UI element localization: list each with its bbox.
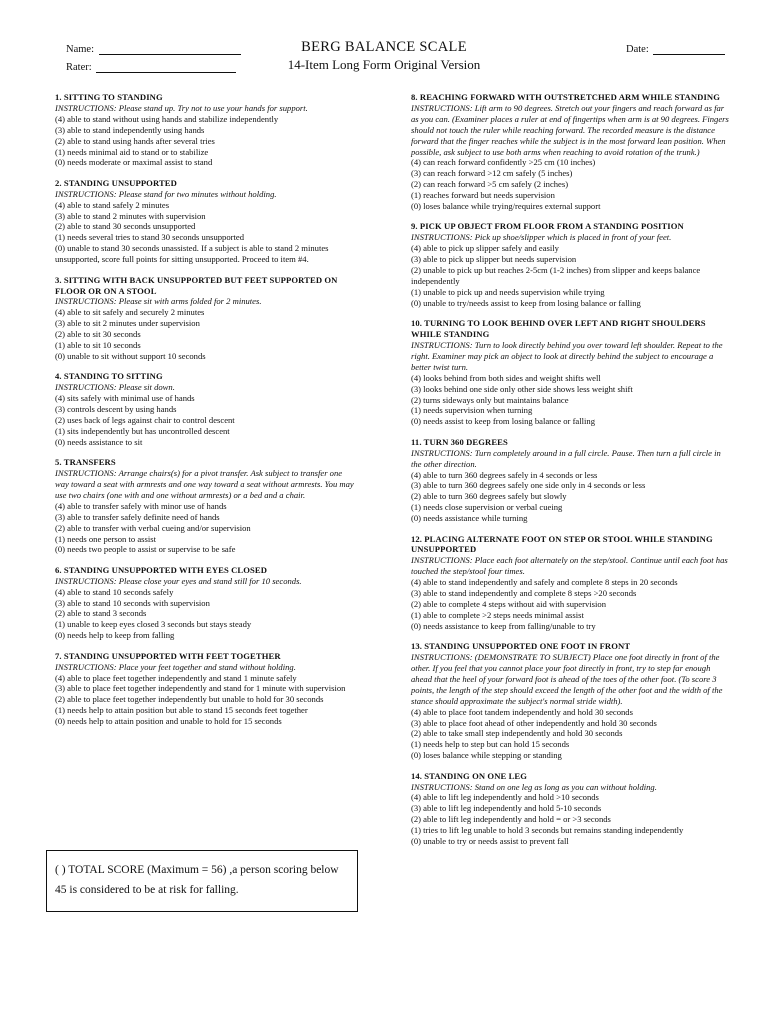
score-option[interactable]: (3) looks behind one side only other side shows less weight shift bbox=[411, 383, 633, 394]
score-option[interactable]: (4) able to stand independently and safely and complete 8 steps in 20 seconds bbox=[411, 577, 678, 588]
score-option[interactable]: (1) needs several tries to stand 30 seconds unsupported bbox=[55, 232, 245, 243]
score-option[interactable]: (0) needs two people to assist or supervise to be safe bbox=[55, 544, 236, 555]
score-option[interactable]: (3) able to turn 360 degrees safely one side only in 4 seconds or less bbox=[411, 480, 646, 491]
score-option[interactable]: (4) can reach forward confidently >25 cm (10 inches) bbox=[411, 157, 596, 168]
score-option[interactable]: (0) needs assistance to sit bbox=[55, 436, 143, 447]
item-title: 3. SITTING WITH BACK UNSUPPORTED BUT FEET SUPPORTED ON FLOOR OR ON A STOOL bbox=[55, 274, 338, 296]
score-option[interactable]: (0) needs help to keep from falling bbox=[55, 630, 175, 641]
score-option[interactable]: (0) unable to try/needs assist to keep from losing balance or falling bbox=[411, 297, 641, 308]
item-11 bbox=[411, 437, 731, 524]
item-14 bbox=[411, 771, 731, 847]
item-title: 13. STANDING UNSUPPORTED ONE FOOT IN FRONT bbox=[411, 641, 631, 652]
score-option[interactable]: (1) needs supervision when turning bbox=[411, 405, 533, 416]
score-option[interactable]: (3) able to stand 2 minutes with supervision bbox=[55, 210, 206, 221]
score-option[interactable]: (0) unable to sit without support 10 seconds bbox=[55, 350, 206, 361]
score-option[interactable]: (4) sits safely with minimal use of hands bbox=[55, 393, 195, 404]
score-option[interactable]: (2) able to turn 360 degrees safely but slowly bbox=[411, 491, 567, 502]
score-option[interactable]: (3) able to stand independently and complete 8 steps >20 seconds bbox=[411, 588, 637, 599]
score-option[interactable]: (3) can reach forward >12 cm safely (5 inches) bbox=[411, 168, 573, 179]
item-instructions: INSTRUCTIONS: Please sit down. bbox=[55, 382, 175, 393]
rater-label: Rater: bbox=[66, 62, 92, 73]
score-option[interactable]: (1) able to complete >2 steps needs minimal assist bbox=[411, 609, 584, 620]
score-option[interactable]: (0) needs assist to keep from losing balance or falling bbox=[411, 416, 595, 427]
score-option[interactable]: (4) able to turn 360 degrees safely in 4 seconds or less bbox=[411, 469, 598, 480]
score-option[interactable]: (1) needs one person to assist bbox=[55, 533, 156, 544]
score-option[interactable]: (0) loses balance while stepping or standing bbox=[411, 750, 562, 761]
score-option[interactable]: (2) able to lift leg independently and hold = or >3 seconds bbox=[411, 814, 611, 825]
item-instructions: INSTRUCTIONS: Please sit with arms folded for 2 minutes. bbox=[55, 296, 262, 307]
score-option[interactable]: (1) needs help to step but can hold 15 seconds bbox=[411, 739, 570, 750]
item-title: 8. REACHING FORWARD WITH OUTSTRETCHED ARM WHILE STANDING bbox=[411, 92, 720, 102]
item-2 bbox=[55, 178, 355, 265]
item-title: 7. STANDING UNSUPPORTED WITH FEET TOGETHER bbox=[55, 650, 281, 661]
item-title: 11. TURN 360 DEGREES bbox=[411, 436, 508, 447]
score-option[interactable]: (2) can reach forward >5 cm safely (2 inches) bbox=[411, 179, 569, 190]
score-option[interactable]: (1) able to sit 10 seconds bbox=[55, 340, 141, 351]
score-option[interactable]: (1) tries to lift leg unable to hold 3 seconds but remains standing independently bbox=[411, 825, 684, 836]
item-instructions: INSTRUCTIONS: Lift arm to 90 degrees. Stretch out your fingers and reach forward as far as you can. (Examiner places a ruler at end of fingertips when arm is at 90 degrees. Fingers should not touch the ruler while reaching forward. The recorded measure is the distance forward that the finger reaches while the subject is in the most forward lean position. When possible, ask subject to use both arms when reaching to avoid rotation of the trunk.) bbox=[411, 102, 729, 157]
score-option[interactable]: (4) looks behind from both sides and weight shifts well bbox=[411, 372, 601, 383]
item-12 bbox=[411, 534, 731, 632]
left-column bbox=[55, 92, 355, 737]
score-option[interactable]: (2) turns sideways only but maintains balance bbox=[411, 394, 569, 405]
score-option[interactable]: (2) able to take small step independently and hold 30 seconds bbox=[411, 728, 623, 739]
score-option[interactable]: (4) able to transfer safely with minor use of hands bbox=[55, 500, 227, 511]
score-option[interactable]: (4) able to lift leg independently and hold >10 seconds bbox=[411, 792, 599, 803]
score-option[interactable]: (0) needs moderate or maximal assist to stand bbox=[55, 157, 213, 168]
item-instructions: INSTRUCTIONS: Arrange chairs(s) for a pivot transfer. Ask subject to transfer one way toward a seat with armrests and one way toward a seat without armrests. You may use two chairs (one with and one without armrests) or a bed and a chair. bbox=[55, 468, 354, 500]
score-option[interactable]: (4) able to stand safely 2 minutes bbox=[55, 199, 170, 210]
score-option[interactable]: (1) needs minimal aid to stand or to stabilize bbox=[55, 146, 209, 157]
score-option[interactable]: (2) unable to pick up but reaches 2-5cm (1-2 inches) from slipper and keeps balance independently bbox=[411, 265, 701, 286]
item-title: 6. STANDING UNSUPPORTED WITH EYES CLOSED bbox=[55, 564, 268, 575]
date-label: Date: bbox=[626, 44, 649, 55]
score-option[interactable]: (1) needs close supervision or verbal cueing bbox=[411, 502, 563, 513]
score-option[interactable]: (2) able to transfer with verbal cueing and/or supervision bbox=[55, 522, 251, 533]
item-title: 10. TURNING TO LOOK BEHIND OVER LEFT AND RIGHT SHOULDERS WHILE STANDING bbox=[411, 318, 706, 340]
item-instructions: INSTRUCTIONS: Place your feet together and stand without holding. bbox=[55, 661, 296, 672]
item-instructions: INSTRUCTIONS: Stand on one leg as long as you can without holding. bbox=[411, 781, 657, 792]
score-option[interactable]: (3) able to sit 2 minutes under supervision bbox=[55, 318, 200, 329]
item-instructions: INSTRUCTIONS: Pick up shoe/slipper which is placed in front of your feet. bbox=[411, 232, 672, 243]
score-option[interactable]: (3) able to lift leg independently and hold 5-10 seconds bbox=[411, 803, 602, 814]
item-instructions: INSTRUCTIONS: (DEMONSTRATE TO SUBJECT) Place one foot directly in front of the other. If you feel that you cannot place your foot directly in front, try to step far enough ahead that the heel of your forward foot is ahead of the toes of the other foot. (To score 3 points, the length of the step should exceed the length of the other foot and the width of the stance should approximate the subject's normal stride width). bbox=[411, 652, 723, 706]
score-option[interactable]: (0) loses balance while trying/requires external support bbox=[411, 201, 601, 212]
page-title: BERG BALANCE SCALE bbox=[301, 39, 467, 55]
score-option[interactable]: (1) unable to keep eyes closed 3 seconds but stays steady bbox=[55, 619, 252, 630]
item-title: 2. STANDING UNSUPPORTED bbox=[55, 177, 177, 188]
score-option[interactable]: (4) able to sit safely and securely 2 minutes bbox=[55, 307, 205, 318]
item-instructions: INSTRUCTIONS: Please close your eyes and stand still for 10 seconds. bbox=[55, 575, 302, 586]
item-title: 14. STANDING ON ONE LEG bbox=[411, 770, 528, 781]
item-title: 4. STANDING TO SITTING bbox=[55, 371, 163, 382]
score-option[interactable]: (3) able to place feet together independently and stand for 1 minute with supervision bbox=[55, 683, 346, 694]
item-title: 1. SITTING TO STANDING bbox=[55, 92, 163, 102]
score-option[interactable]: (0) needs help to attain position and unable to hold for 15 seconds bbox=[55, 716, 282, 727]
score-option[interactable]: (4) able to place foot tandem independently and hold 30 seconds bbox=[411, 706, 633, 717]
score-option[interactable]: (0) unable to try or needs assist to prevent fall bbox=[411, 836, 569, 847]
score-option[interactable]: (3) able to pick up slipper but needs supervision bbox=[411, 254, 577, 265]
item-5 bbox=[55, 457, 355, 555]
score-option[interactable]: (2) able to complete 4 steps without aid with supervision bbox=[411, 598, 606, 609]
item-3 bbox=[55, 275, 355, 362]
item-instructions: INSTRUCTIONS: Please stand for two minutes without holding. bbox=[55, 188, 277, 199]
score-option[interactable]: (2) able to stand using hands after several tries bbox=[55, 135, 215, 146]
item-title: 5. TRANSFERS bbox=[55, 457, 116, 468]
score-option[interactable]: (1) needs help to attain position but able to stand 15 seconds feet together bbox=[55, 705, 308, 716]
score-option[interactable]: (3) able to place foot ahead of other independently and hold 30 seconds bbox=[411, 717, 657, 728]
score-option[interactable]: (2) able to place feet together independently but unable to hold for 30 seconds bbox=[55, 694, 324, 705]
score-option[interactable]: (0) unable to stand 30 seconds unassisted. If a subject is able to stand 2 minutes unsupported, score full points for sitting unsupported. Proceed to item #4. bbox=[55, 243, 329, 265]
score-option[interactable]: (4) able to stand without using hands and stabilize independently bbox=[55, 113, 279, 124]
score-option[interactable]: (4) able to stand 10 seconds safely bbox=[55, 586, 174, 597]
score-option[interactable]: (1) reaches forward but needs supervision bbox=[411, 190, 555, 201]
score-option[interactable]: (2) able to stand 30 seconds unsupported bbox=[55, 221, 196, 232]
score-option[interactable]: (2) able to stand 3 seconds bbox=[55, 608, 147, 619]
name-label: Name: bbox=[66, 44, 94, 55]
score-option[interactable]: (3) able to stand independently using hands bbox=[55, 124, 205, 135]
page-subtitle: 14-Item Long Form Original Version bbox=[287, 57, 481, 72]
item-instructions: INSTRUCTIONS: Please stand up. Try not to use your hands for support. bbox=[55, 102, 308, 113]
item-8 bbox=[411, 92, 731, 212]
score-option[interactable]: (1) sits independently but has uncontrolled descent bbox=[55, 425, 230, 436]
item-instructions: INSTRUCTIONS: Place each foot alternately on the step/stool. Continue until each foot has touched the step/stool four times. bbox=[411, 555, 728, 577]
score-option[interactable]: (3) able to stand 10 seconds with supervision bbox=[55, 597, 210, 608]
item-13 bbox=[411, 641, 731, 761]
score-option[interactable]: (4) able to pick up slipper safely and easily bbox=[411, 243, 559, 254]
item-instructions: INSTRUCTIONS: Turn completely around in a full circle. Pause. Then turn a full circle in the other direction. bbox=[411, 447, 721, 469]
score-option[interactable]: (0) needs assistance to keep from falling/unable to try bbox=[411, 620, 596, 631]
item-title: 12. PLACING ALTERNATE FOOT ON STEP OR STOOL WHILE STANDING UNSUPPORTED bbox=[411, 533, 713, 555]
score-option[interactable]: (2) able to sit 30 seconds bbox=[55, 329, 141, 340]
item-7 bbox=[55, 651, 355, 727]
score-option[interactable]: (3) controls descent by using hands bbox=[55, 404, 177, 415]
item-1 bbox=[55, 92, 355, 168]
score-option[interactable]: (3) able to transfer safely definite need of hands bbox=[55, 511, 220, 522]
item-4 bbox=[55, 371, 355, 447]
score-option[interactable]: (4) able to place feet together independently and stand 1 minute safely bbox=[55, 672, 297, 683]
item-9 bbox=[411, 221, 731, 308]
score-option[interactable]: (1) unable to pick up and needs supervision while trying bbox=[411, 286, 605, 297]
score-option[interactable]: (2) uses back of legs against chair to control descent bbox=[55, 414, 235, 425]
item-instructions: INSTRUCTIONS: Turn to look directly behind you over toward left shoulder. Repeat to the right. Examiner may pick an object to look at directly behind the subject to encourage a better twist turn. bbox=[411, 340, 723, 372]
total-score-text[interactable]: ( ) TOTAL SCORE (Maximum = 56) ,a person scoring below 45 is considered to be at risk for falling. bbox=[55, 864, 339, 896]
score-option[interactable]: (0) needs assistance while turning bbox=[411, 513, 528, 524]
item-10 bbox=[411, 318, 731, 427]
total-score-box bbox=[46, 850, 358, 912]
item-6 bbox=[55, 565, 355, 641]
item-title: 9. PICK UP OBJECT FROM FLOOR FROM A STANDING POSITION bbox=[411, 221, 684, 232]
right-column bbox=[411, 92, 731, 857]
